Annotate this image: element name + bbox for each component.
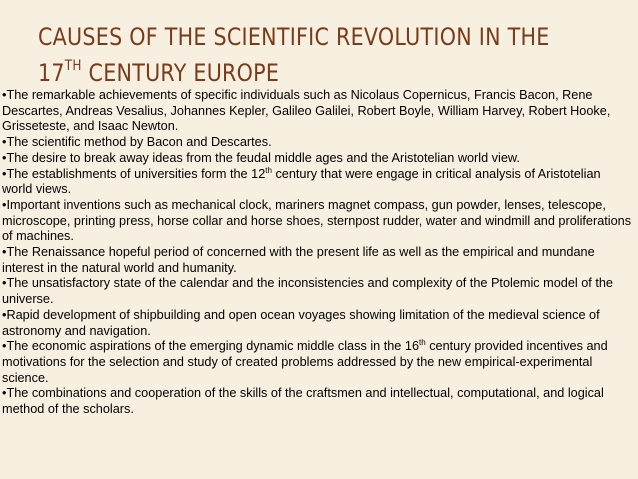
bullet-item: •The unsatisfactory state of the calendar and the inconsistencies and complexity of the Ptolemic model of the universe. [2, 276, 613, 307]
bullet-item [2, 167, 632, 198]
bullet-text: •The establishments of universities form the 12 [2, 166, 266, 181]
title-line-2 [38, 53, 545, 89]
bullet-item: •Rapid development of shipbuilding and open ocean voyages showing limitation of the medieval science of astronomy and navigation. [2, 307, 600, 338]
ordinal-suffix: th [265, 165, 272, 175]
title-line-2-rest: CENTURY EUROPE [81, 59, 280, 87]
bullet-item: •The scientific method by Bacon and Descartes. [2, 135, 272, 150]
title-century-number: 17 [38, 59, 65, 87]
title-century-suffix: TH [64, 58, 82, 74]
bullet-item [2, 339, 632, 386]
ordinal-suffix: th [419, 338, 426, 348]
bullet-item: •The combinations and cooperation of the skills of the craftsmen and intellectual, computational, and logical method of the scholars. [2, 386, 604, 417]
bullet-item: •The desire to break away ideas from the feudal middle ages and the Aristotelian world view. [2, 150, 520, 165]
bullet-text: •The economic aspirations of the emerging dynamic middle class in the 16 [2, 339, 419, 354]
bullet-text: century provided incentives and motivations for the selection and study of created problems addressed by the new empirical-experimental science. [2, 339, 608, 385]
bullet-item: •The Renaissance hopeful period of concerned with the present life as well as the empirical and mundane interest in the natural world and humanity. [2, 245, 595, 275]
bullet-text: century that were engage in critical analysis of Aristotelian world views. [2, 166, 601, 197]
title-line-1: CAUSES OF THE SCIENTIFIC REVOLUTION IN THE [38, 23, 550, 51]
slide-title [38, 22, 550, 89]
bullet-list [2, 88, 632, 418]
bullet-item: •Important inventions such as mechanical clock, mariners magnet compass, gun powder, lenses, telescope, microscope, printing press, horse collar and horse shoes, sternpost rudder, water and windmill and proliferations of machines. [2, 197, 632, 244]
bullet-item: •The remarkable achievements of specific individuals such as Nicolaus Copernicus, Francis Bacon, Rene Descartes, Andreas Vesalius, Johannes Kepler, Galileo Galilei, Robert Boyle, William Harvey, Robert Hooke, Grisseteste, and Isaac Newton. [2, 88, 611, 134]
